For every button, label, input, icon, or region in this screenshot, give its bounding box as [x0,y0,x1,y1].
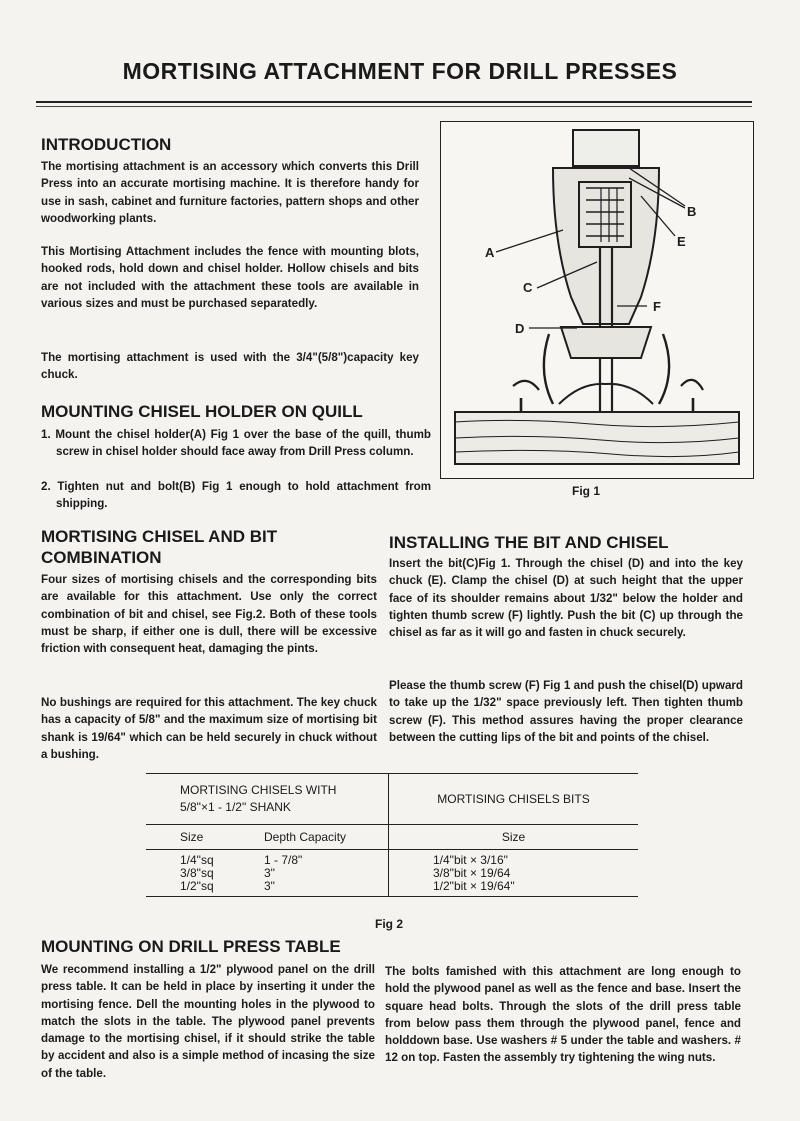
introduction-paragraph-3: The mortising attachment is used with the 3/4"(5/8")capacity key chuck. [41,351,419,382]
mounting-table-paragraph-left: We recommend installing a 1/2" plywood panel on the drill press table. It can be held in place by inserting it under the mortising fence. Dell the mounting holes in the plywood to match the slots in the table. The plywood panel prevents damage to the mortising chisel, if it should strike the table by accident and also is a simple method of incasing the size of the table. [41,963,375,1080]
installing-paragraph-1: Insert the bit(C)Fig 1. Through the chisel (D) and into the key chuck (E). Clamp the chisel (D) at such height that the upper face of its shoulder remains about 1/32" below the holder and tighten thumb screw (F) lightly. Push the bit (C) up through the chisel as far as it will go and fasten in chuck securely. [389,557,743,640]
quill-top-block [573,130,639,166]
mounting-table-heading: MOUNTING ON DRILL PRESS TABLE [41,937,341,956]
table-row-bit: 1/4"bit × 3/16" [433,853,508,867]
introduction-heading: INTRODUCTION [41,135,172,154]
col-header-size: Size [146,825,264,850]
table-row-bit: 3/8"bit × 19/64 [433,866,511,880]
introduction-paragraph-2: This Mortising Attachment includes the fence with mounting blots, hooked rods, hold down and chisel holder. Hollow chisels and bits are not included with the attachment these tools are available in various sizes and must be purchased separatedly. [41,245,419,310]
table-row-depth: 3" [264,879,275,893]
table-row-depth: 1 - 7/8" [264,853,303,867]
mortising-attachment-diagram [441,122,753,478]
chisel-bit-heading-line-1: MORTISING CHISEL AND BIT [41,527,278,546]
chisel-bit-table [146,773,638,897]
col-header-bit-size: Size [389,825,639,850]
bit-column [389,850,639,897]
label-e: E [677,234,686,249]
chisel-bit-heading-line-2: COMBINATION [41,548,162,567]
instruction-item-2: 2. Tighten nut and bolt(B) Fig 1 enough to hold attachment from shipping. [41,480,431,511]
table-row-bit: 1/2"bit × 19/64" [433,879,515,893]
page-title: MORTISING ATTACHMENT FOR DRILL PRESSES [122,58,678,84]
title-rule-thin [36,106,752,107]
title-rule [36,101,752,103]
introduction-paragraph-1: The mortising attachment is an accessory which converts this Drill Press into an accurate mortising machine. It is therefore handy for use in sash, cabinet and furniture factories, pattern shops and other woodworking plants. [41,160,419,225]
table-row-size: 3/8"sq [180,866,214,880]
label-b: B [687,204,697,219]
label-d: D [515,321,525,336]
depth-column [264,850,389,897]
table-left-header [146,774,389,825]
leader-a [496,230,563,252]
chisel-bit-paragraph-1: Four sizes of mortising chisels and the corresponding bits are available for this attachment. Use only the correct combination of bit and chisel, see Fig.2. Both of these tools must be sharp, if either one is dull, there will be excessive friction with consequent heat, damaging the pints. [41,573,377,656]
table-row-size: 1/2"sq [180,879,214,893]
table-left-header-line-2: 5/8"×1 - 1/2" SHANK [180,800,291,814]
hold-down-bridge [559,384,653,404]
installing-heading: INSTALLING THE BIT AND CHISEL [389,533,669,552]
size-column [146,850,264,897]
figure-1-caption: Fig 1 [572,484,601,498]
installing-paragraph-2: Please the thumb screw (F) Fig 1 and push the chisel(D) upward to take up the 1/32" space previously left. Then tighten thumb screw (F). This method assures having the proper clearance between the cutting lips of the bit and points of the chisel. [389,679,743,744]
chisel-bit-paragraph-2: No bushings are required for this attachment. The key chuck has a capacity of 5/8" and the maximum size of mortising bit shank is 19/64" which can be held securely in chuck without a bushing. [41,696,377,761]
label-a: A [485,245,495,260]
table-row-size: 1/4"sq [180,853,214,867]
figure-2-caption: Fig 2 [375,917,404,931]
table-row-depth: 3" [264,866,275,880]
mounting-table-paragraph-right: The bolts famished with this attachment are long enough to hold the plywood panel as well as the fence and base. Insert the square head bolts. Through the slots of the drill press table from below pass them through the plywood panel, fence and holddown base. Use washers # 5 under the table and washers. # 12 on top. Fasten the assembly try tightening the wing nuts. [385,965,741,1065]
holder-clamp [561,327,651,358]
mounting-chisel-holder-heading: MOUNTING CHISEL HOLDER ON QUILL [41,402,363,421]
table-left-header-line-1: MORTISING CHISELS WITH [180,783,337,797]
col-header-depth: Depth Capacity [264,825,389,850]
label-c: C [523,280,533,295]
label-f: F [653,299,661,314]
table-right-header: MORTISING CHISELS BITS [389,774,639,825]
instruction-item-1: 1. Mount the chisel holder(A) Fig 1 over the base of the quill, thumb screw in chisel holder should face away from Drill Press column. [41,428,431,459]
figure-1-frame [440,121,754,479]
wing-nuts [513,380,703,390]
